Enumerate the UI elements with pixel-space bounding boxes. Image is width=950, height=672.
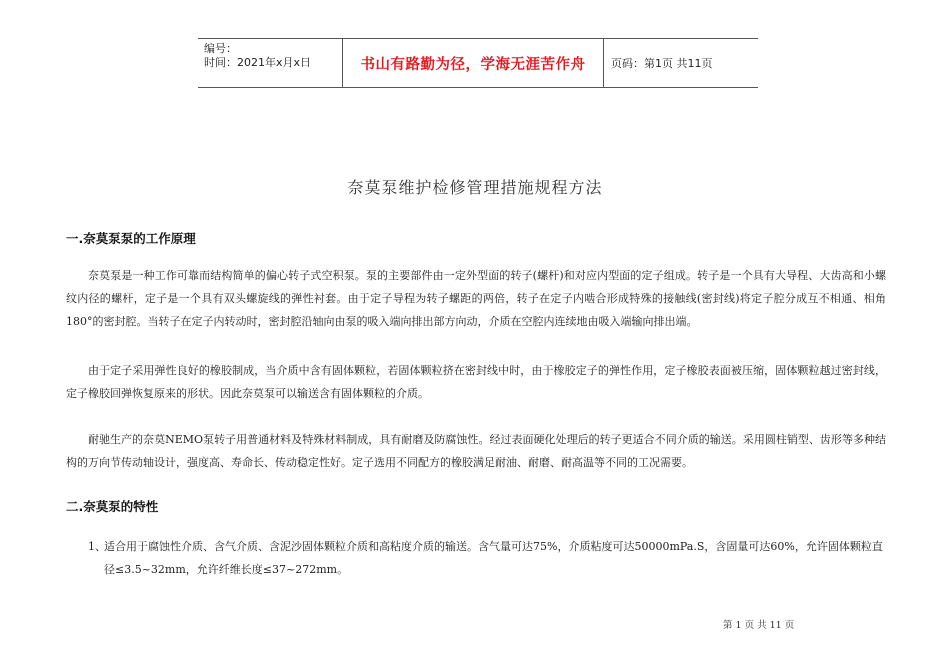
page-header: [198, 38, 758, 88]
section-heading-principle: 一.奈莫泵泵的工作原理: [66, 231, 196, 246]
header-meta: [204, 42, 340, 70]
footer-page-number: 第 1 页 共 11 页: [723, 620, 795, 631]
section-heading-characteristics: 二.奈莫泵的特性: [66, 499, 159, 514]
paragraph: 耐驰生产的奈莫NEMO泵转子用普通材料及特殊材料制成，具有耐磨及防腐蚀性。经过表面硬化处理后的转子更适合不同介质的输送。采用圆柱销型、齿形等多种结构的万向节传动轴设计，强度高、寿命长、传动稳定性好。定子选用不同配方的橡胶满足耐油、耐磨、耐高温等不同的工况需要。: [66, 433, 886, 469]
paragraph: 奈莫泵是一种工作可靠而结构简单的偏心转子式空积泵。泵的主要部件由一定外型面的转子(螺杆)和对应内型面的定子组成。转子是一个具有大导程、大齿高和小螺纹内径的螺杆，定子是一个具有双头螺旋线的弹性衬套。由于定子导程为转子螺距的两倍，转子在定子内啮合形成特殊的接触线(密封线)将定子腔分成互不相通、相角180°的密封腔。当转子在定子内转动时，密封腔沿轴向由泵的吸入端向排出部方向动，介质在空腔内连续地由吸入端输向排出端。: [66, 269, 886, 328]
paragraph: 由于定子采用弹性良好的橡胶制成，当介质中含有固体颗粒，若固体颗粒挤在密封线中时，由于橡胶定子的弹性作用，定子橡胶表面被压缩，固体颗粒越过密封线，定子橡胶回弹恢复原来的形状。因此奈莫泵可以输送含有固体颗粒的介质。: [66, 364, 886, 400]
list-item-number: 1、: [88, 540, 106, 553]
list-item-text: 适合用于腐蚀性介质、含气介质、含泥沙固体颗粒介质和高粘度介质的输送。含气量可达75%，介质粘度可达50000mPa.S，含固量可达60%，允许固体颗粒直径≤3.5~32mm，允许纤维长度≤37~272mm。: [104, 540, 883, 576]
header-motto-cell: [342, 39, 604, 87]
document-number-label: 编号：: [204, 42, 237, 55]
header-page-number: 页码：第1页 共11页: [611, 57, 713, 70]
document-title: 奈莫泵维护检修管理措施规程方法: [347, 178, 603, 197]
list-item: [66, 535, 886, 581]
document-date: 时间：2021年x月x日: [204, 56, 312, 69]
header-motto: 书山有路勤为径，学海无涯苦作舟: [360, 56, 586, 73]
